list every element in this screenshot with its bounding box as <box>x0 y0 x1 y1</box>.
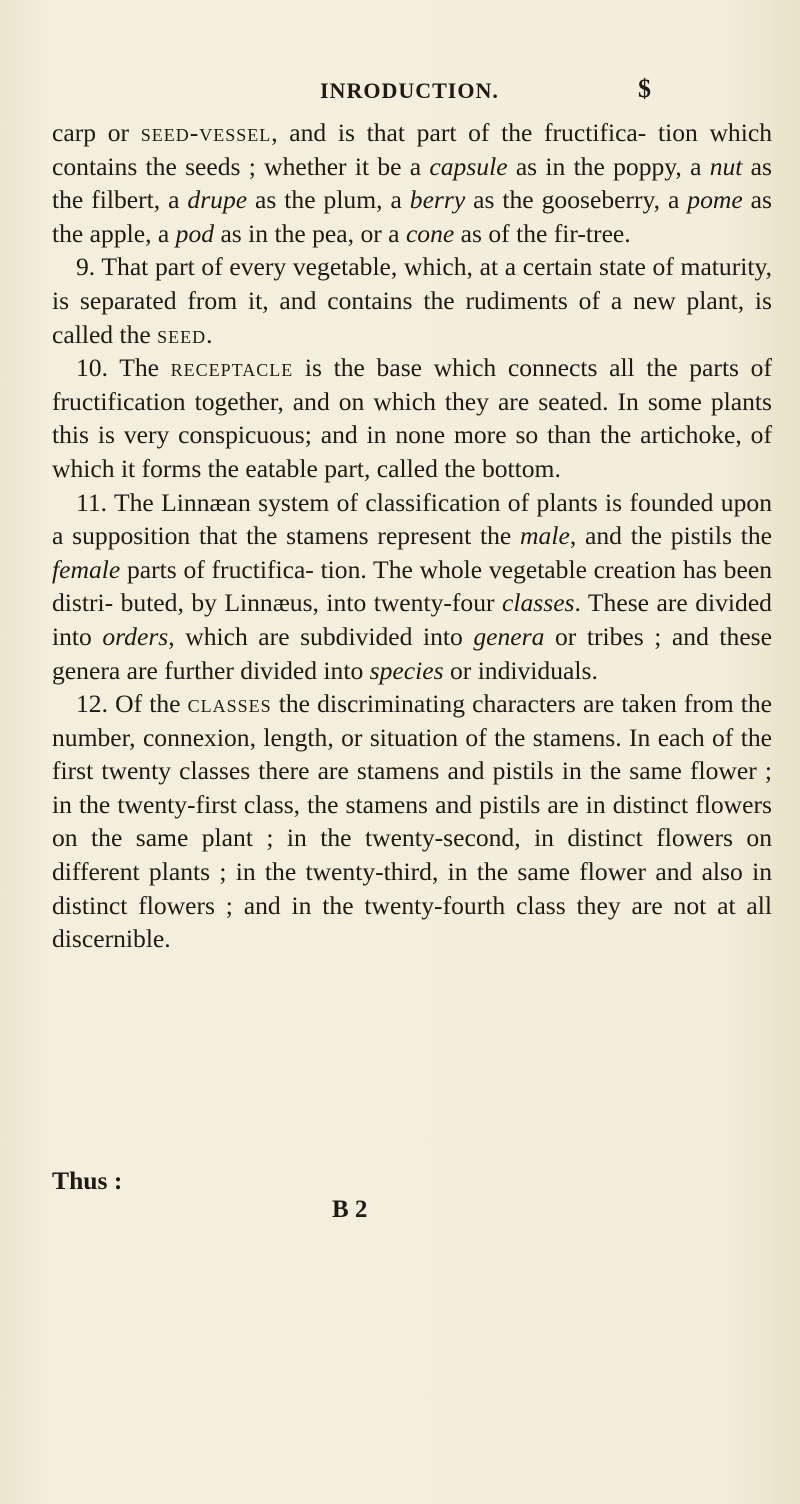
text-segment: , which are subdivided into <box>168 621 474 651</box>
page-number: $ <box>638 74 651 103</box>
text-segment: , and the pistils the <box>569 521 772 551</box>
text-segment: female <box>52 554 121 584</box>
text-segment: cone <box>405 218 455 248</box>
text-segment: orders <box>102 621 169 651</box>
text-segment: capsule <box>429 151 508 181</box>
text-segment: as the filbert, a <box>52 151 773 215</box>
text-segment: . <box>206 319 213 349</box>
text-segment: seed-vessel <box>140 118 272 147</box>
signature-mark: B 2 <box>332 1196 368 1223</box>
text-segment: as the gooseberry, a <box>465 185 688 215</box>
text-segment: pome <box>687 185 743 215</box>
text-segment: 10. The <box>76 353 171 383</box>
text-segment: carp or <box>52 118 141 147</box>
body-text <box>52 116 772 956</box>
paragraph-p10 <box>52 351 772 485</box>
text-segment: is the base which connects all the parts of fructification together, and on which they are seated. In some plants this is very conspicuous; and in none more so than the artichoke, of which it forms the eatable part, called the bottom. <box>52 353 772 483</box>
text-segment: 12. Of the <box>76 689 188 719</box>
text-segment: or individuals. <box>443 655 598 685</box>
text-segment: drupe <box>187 185 248 215</box>
text-segment: or tribes ; and these genera are further divided into <box>52 621 772 685</box>
text-segment: the discriminating characters are taken from the number, connexion, length, or situation of the stamens. In each of the first twenty classes there are stamens and pistils in the same flower ; in the twenty-first class, the stamens and pistils are in distinct flowers on the same plant ; in the twenty-second, in distinct flowers on different plants ; in the twenty-third, in the same flower and also in distinct flowers ; and in the twenty-fourth class they are not at all discernible. <box>52 689 772 954</box>
text-segment: receptacle <box>170 353 294 383</box>
text-segment: as of the fir-tree. <box>454 218 631 248</box>
running-head: INRODUCTION. <box>320 78 499 103</box>
paragraph-p11 <box>52 486 772 688</box>
paragraph-p12 <box>52 687 772 956</box>
text-segment: 11. The Linnæan system of classification of plants is founded upon a supposition that the stamens represent the <box>52 487 772 551</box>
text-segment: as the plum, a <box>247 185 410 215</box>
paragraph-p9 <box>52 250 772 351</box>
page-header <box>0 74 800 108</box>
text-segment: nut <box>709 151 743 181</box>
text-segment: as in the pea, or a <box>214 218 406 248</box>
catchword: Thus : <box>52 1166 123 1195</box>
text-segment: berry <box>409 185 466 215</box>
text-segment: genera <box>473 621 545 651</box>
text-segment: pod <box>175 218 215 248</box>
text-segment: as the apple, a <box>52 185 772 248</box>
text-segment: parts of fructifica- tion. The whole vegetable creation has been distri- buted, by Linnæus, into twenty-four <box>52 554 772 618</box>
text-segment: 9. That part of every vegetable, which, at a certain state of maturity, is separated from it, and contains the rudiments of a new plant, is called the <box>52 252 772 349</box>
text-segment: species <box>369 655 444 685</box>
text-segment: as in the poppy, a <box>507 151 710 181</box>
text-segment: . These are divided into <box>52 588 772 651</box>
text-segment: classes <box>502 588 575 618</box>
paragraph-p8cont <box>52 116 772 250</box>
text-segment: male <box>520 521 570 551</box>
text-segment: seed <box>157 319 207 349</box>
text-segment: , and is that part of the fructifica- tion which contains the seeds ; whether it be a <box>52 118 772 181</box>
text-segment: classes <box>187 689 272 719</box>
